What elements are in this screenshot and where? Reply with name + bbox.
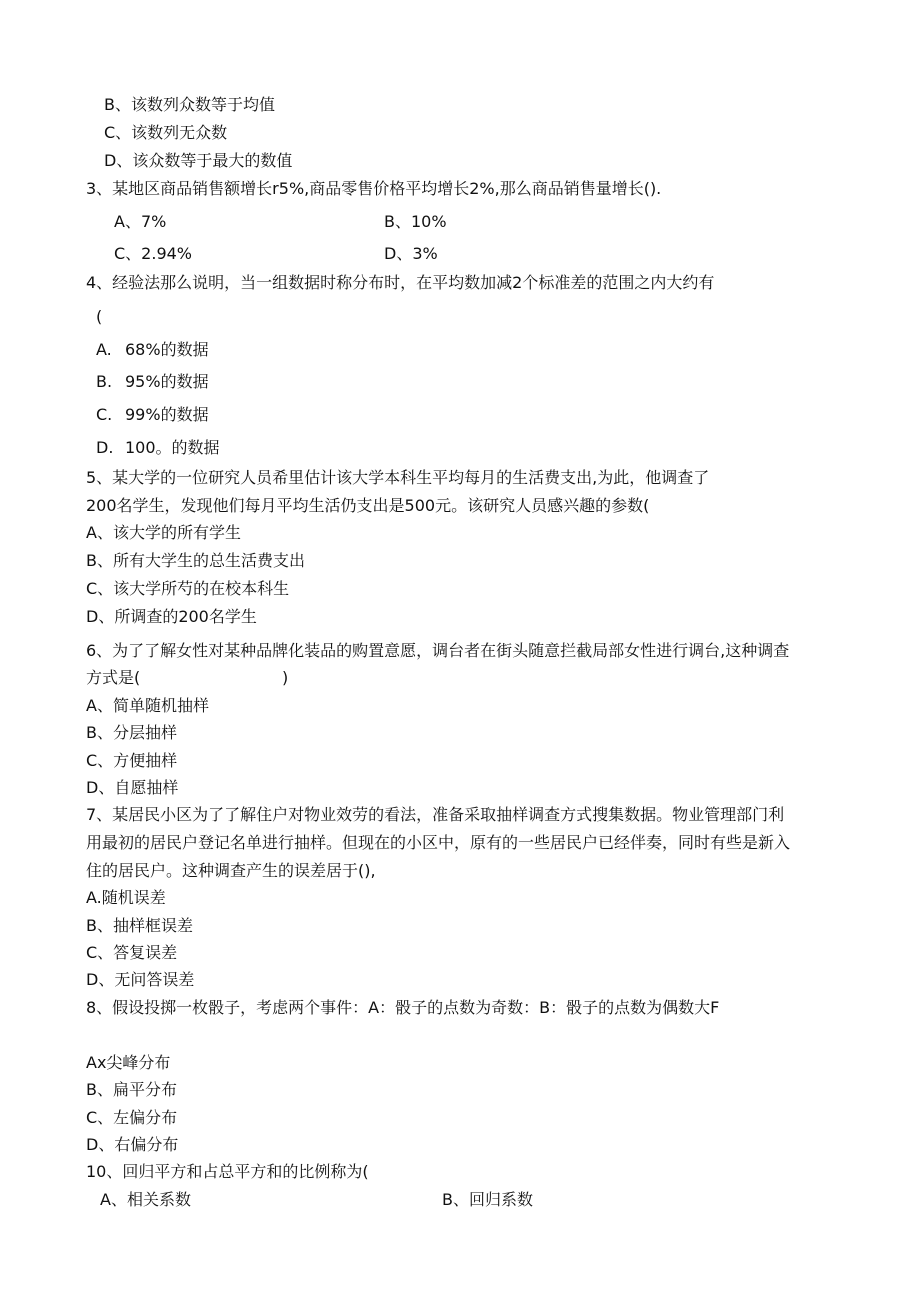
q3-stem: 3、某地区商品销售额增长r5%,商品零售价格平均增长2%,那么商品销售量增长(). — [86, 179, 662, 198]
q4-option-c-letter: C. — [96, 405, 113, 424]
q7-option-b: B、抽样框误差 — [86, 916, 193, 935]
q4-stem-paren: ( — [96, 307, 103, 326]
q2-option-d: D、该众数等于最大的数值 — [104, 151, 293, 170]
q5-option-d: D、所调查的200名学生 — [86, 607, 257, 626]
q6-option-b: B、分层抽样 — [86, 723, 177, 742]
q6-option-c: C、方便抽样 — [86, 751, 178, 770]
q7-option-a: A.随机误差 — [86, 888, 166, 907]
q6-stem-line1: 6、为了了解女性对某种品牌化装品的购置意愿，调台者在街头随意拦截局部女性进行调台,这种调查 — [86, 641, 790, 660]
q9-option-d: D、右偏分布 — [86, 1135, 179, 1154]
q9-option-b: B、扁平分布 — [86, 1080, 177, 1099]
q5-option-a: A、该大学的所有学生 — [86, 523, 241, 542]
q4-option-d-letter: D. — [96, 438, 114, 457]
q7-stem-line1: 7、某居民小区为了了解住户对物业效劳的看法，准备采取抽样调查方式搜集数据。物业管理部门利 — [86, 805, 785, 824]
q2-option-b: B、该数列众数等于均值 — [104, 95, 275, 114]
q4-option-d-text: 100。的数据 — [125, 438, 220, 457]
q3-option-b: B、10% — [384, 212, 447, 231]
q4-option-c-text: 99%的数据 — [125, 405, 209, 424]
q4-option-b-letter: B. — [96, 372, 113, 391]
q6-stem-line2: 方式是( — [86, 668, 141, 687]
q4-option-b-text: 95%的数据 — [125, 372, 209, 391]
q5-option-b: B、所有大学生的总生活费支出 — [86, 551, 305, 570]
q6-option-a: A、简单随机抽样 — [86, 696, 209, 715]
q5-option-c: C、该大学所芍的在校本科生 — [86, 579, 290, 598]
q10-option-b: B、回归系数 — [442, 1190, 533, 1209]
q10-stem: 10、回归平方和占总平方和的比例称为( — [86, 1162, 369, 1181]
q8-stem: 8、假设投掷一枚骰子，考虑两个事件：A：骰子的点数为奇数：B：骰子的点数为偶数大F — [86, 998, 720, 1017]
q7-stem-line3: 住的居民户。这种调查产生的误差居于(), — [86, 861, 376, 880]
q7-stem-line2: 用最初的居民户登记名单进行抽样。但现在的小区中，原有的一些居民户已经伴奏，同时有些是新入 — [86, 833, 791, 852]
q9-option-a: Ax尖峰分布 — [86, 1053, 171, 1072]
q4-option-a-letter: A. — [96, 340, 112, 359]
q2-option-c: C、该数列无众数 — [104, 123, 228, 142]
q6-option-d: D、自愿抽样 — [86, 778, 179, 797]
q10-option-a: A、相关系数 — [100, 1190, 191, 1209]
q4-option-a-text: 68%的数据 — [125, 340, 209, 359]
q9-option-c: C、左偏分布 — [86, 1108, 178, 1127]
q5-stem-line1: 5、某大学的一位研究人员希里估计该大学本科生平均每月的生活费支出,为此，他调查了 — [86, 468, 710, 487]
q7-option-c: C、答复误差 — [86, 943, 178, 962]
q5-stem-line2: 200名学生，发现他们每月平均生活仍支出是500元。该研究人员感兴趣的参数( — [86, 496, 650, 515]
q4-stem: 4、经验法那么说明，当一组数据时称分布时，在平均数加减2个标准差的范围之内大约有 — [86, 273, 715, 292]
q3-option-a: A、7% — [114, 212, 167, 231]
q6-stem-close-paren: ) — [282, 668, 289, 687]
q3-option-d: D、3% — [384, 244, 438, 263]
q3-option-c: C、2.94% — [114, 244, 193, 263]
q7-option-d: D、无问答误差 — [86, 970, 195, 989]
